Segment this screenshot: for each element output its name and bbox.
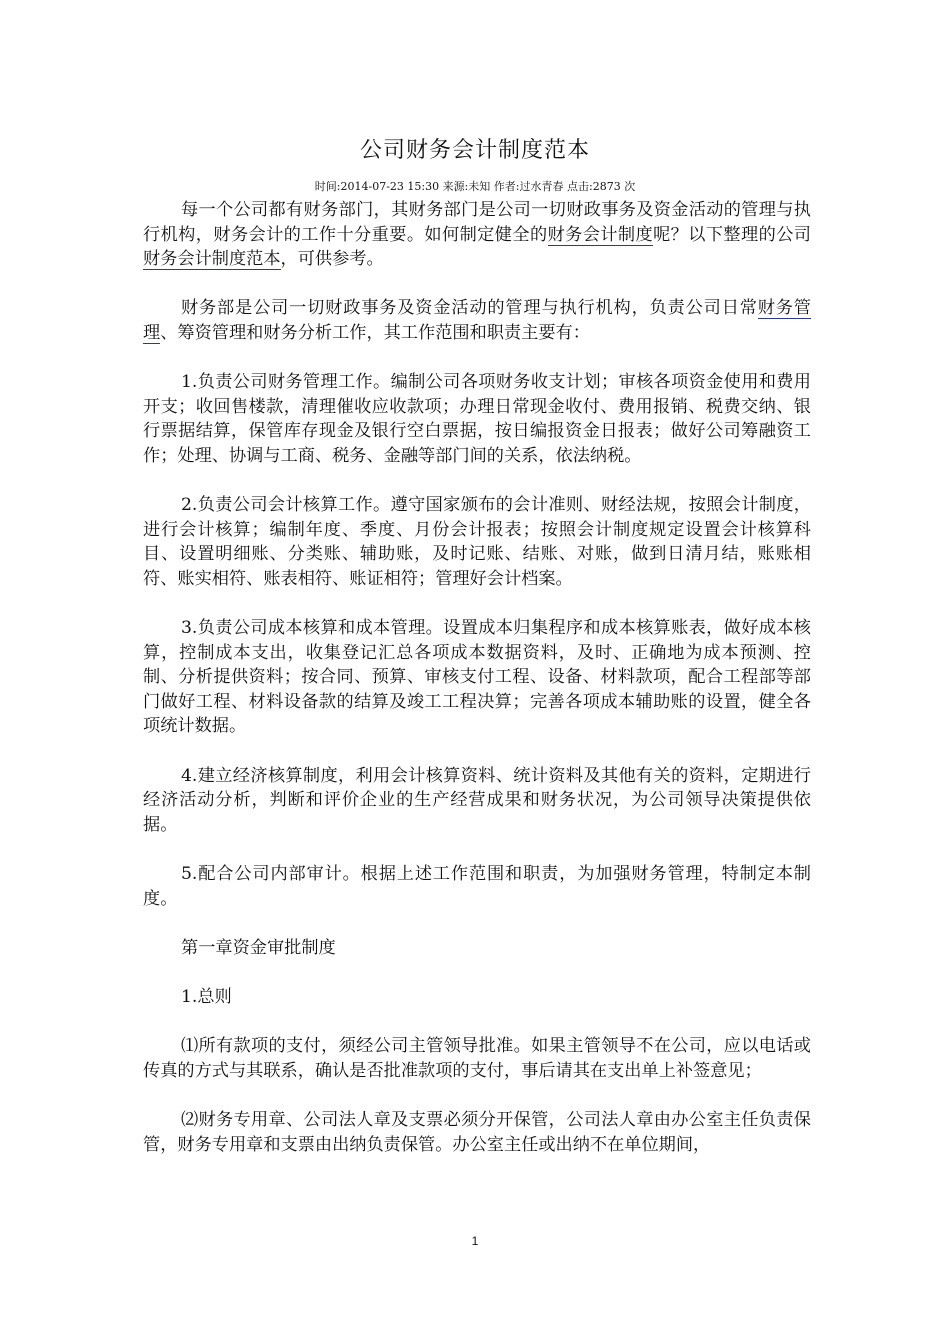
duty-item-3: 3.负责公司成本核算和成本管理。设置成本归集程序和成本核算账表，做好成本核算，控制成本支出，收集登记汇总各项成本数据资料，及时、正确地为成本预测、控制、分析提供资料；按合同、预算、审核支付工程、设备、材料款项，配合工程部等部门做好工程、材料设备款的结算及竣工工程决算；完善各项成本辅助账的设置，健全各项统计数据。 — [143, 618, 811, 737]
document-body — [143, 198, 811, 1182]
duty-item-2: 2.负责公司会计核算工作。遵守国家颁布的会计准则、财经法规，按照会计制度，进行会计核算；编制年度、季度、月份会计报表；按照会计制度规定设置会计核算科目、设置明细账、分类账、辅助账，及时记账、结账、对账，做到日清月结，账账相符、账实相符、账表相符、账证相符；管理好会计档案。 — [143, 495, 811, 589]
link-financial-management[interactable]: 财务管理 — [143, 298, 811, 343]
dept-text-2: 、筹资管理和财务分析工作，其工作范围和职责主要有： — [160, 322, 590, 343]
link-accounting-system-template[interactable]: 财务会计制度范本 — [143, 249, 281, 270]
intro-paragraph — [143, 198, 811, 272]
dept-paragraph — [143, 296, 811, 345]
document-title: 公司财务会计制度范本 — [359, 138, 590, 163]
clause-2: ⑵财务专用章、公司法人章及支票必须分开保管，公司法人章由办公室主任负责保管，财务专用章和支票由出纳负责保管。办公室主任或出纳不在单位期间， — [143, 1109, 811, 1155]
duty-item-5: 5.配合公司内部审计。根据上述工作范围和职责，为加强财务管理，特制定本制度。 — [143, 864, 811, 909]
page-number: 1 — [471, 1234, 479, 1248]
duty-item-4: 4.建立经济核算制度，利用会计核算资料、统计资料及其他有关的资料，定期进行经济活动分析，判断和评价企业的生产经营成果和财务状况，为公司领导决策提供依据。 — [143, 765, 811, 835]
link-accounting-system[interactable]: 财务会计制度 — [547, 224, 654, 245]
duty-item-1: 1.负责公司财务管理工作。编制公司各项财务收支计划；审核各项资金使用和费用开支；收回售楼款，清理催收应收款项；办理日常现金收付、费用报销、税费交纳、银行票据结算，保管库存现金及银行空白票据，按日编报资金日报表；做好公司筹融资工作；处理、协调与工商、税务、金融等部门间的关系，依法纳税。 — [143, 372, 811, 466]
article-meta: 时间:2014-07-23 15:30 来源:未知 作者:过水青春 点击:2873 次 — [314, 180, 636, 193]
intro-text-2: 呢？以下整理的公司 — [653, 224, 811, 245]
clause-1: ⑴所有款项的支付，须经公司主管领导批准。如果主管领导不在公司，应以电话或传真的方式与其联系，确认是否批准款项的支付，事后请其在支出单上补签意见； — [143, 1036, 811, 1081]
chapter-heading: 第一章资金审批制度 — [181, 937, 336, 958]
intro-text-3: ，可供参考。 — [280, 249, 384, 270]
intro-text-1: 每一个公司都有财务部门，其财务部门是公司一切财政事务及资金活动的管理与执行机构，财务会计的工作十分重要。如何制定健全的 — [143, 200, 811, 245]
section-heading: 1.总则 — [181, 987, 232, 1007]
dept-text-1: 财务部是公司一切财政事务及资金活动的管理与执行机构，负责公司日常 — [181, 298, 758, 319]
